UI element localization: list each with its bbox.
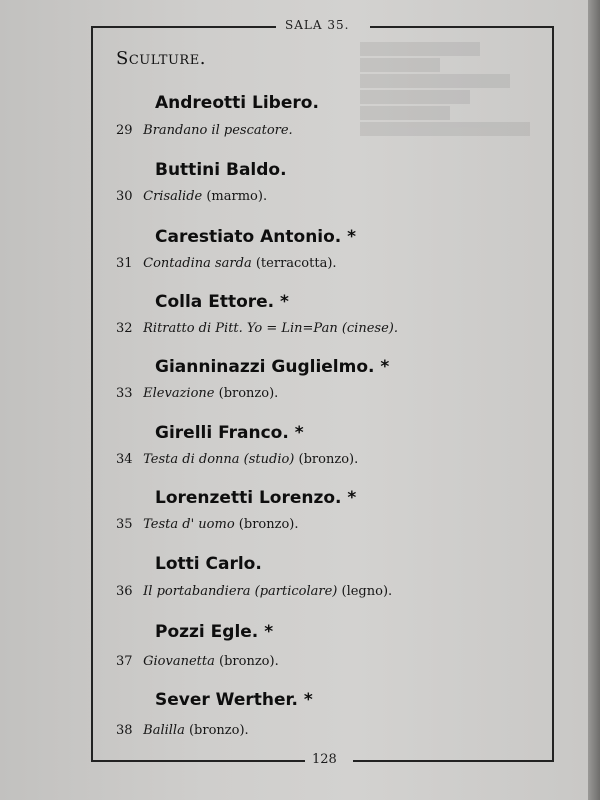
sala-label: SALA 35. bbox=[285, 18, 350, 32]
work-material: (terracotta). bbox=[255, 256, 337, 271]
section-title: Sculture. bbox=[116, 48, 206, 69]
work-title: Testa di donna (studio) bbox=[143, 452, 295, 467]
work-number: 33 bbox=[116, 386, 133, 401]
work-title: Contadina sarda bbox=[143, 256, 252, 271]
work-number: 37 bbox=[116, 654, 133, 669]
work-title: Crisalide bbox=[143, 189, 203, 204]
artist-name: Lotti Carlo. bbox=[155, 554, 262, 574]
work-number: 38 bbox=[116, 723, 133, 738]
work-title: Giovanetta bbox=[143, 654, 215, 669]
work-material: (bronzo). bbox=[298, 452, 359, 467]
work-material: (bronzo). bbox=[238, 517, 299, 532]
work-number: 31 bbox=[116, 256, 133, 271]
artist-name: Pozzi Egle. * bbox=[155, 622, 274, 642]
work-material: (marmo). bbox=[206, 189, 268, 204]
artist-name: Colla Ettore. * bbox=[155, 292, 289, 312]
work-title: Ritratto di Pitt. Yo = Lin=Pan (cinese). bbox=[143, 321, 398, 336]
work-material: (legno). bbox=[341, 584, 393, 599]
frame-top-right-rule bbox=[370, 26, 554, 28]
work-material: (bronzo). bbox=[188, 723, 249, 738]
artist-name: Girelli Franco. * bbox=[155, 423, 304, 443]
work-title: Elevazione bbox=[143, 386, 215, 401]
work-line bbox=[116, 517, 298, 532]
page-number: 128 bbox=[312, 752, 337, 767]
work-number: 32 bbox=[116, 321, 133, 336]
artist-name: Carestiato Antonio. * bbox=[155, 227, 357, 247]
work-line bbox=[116, 386, 278, 401]
frame-bottom-left-rule bbox=[91, 760, 305, 762]
artist-name: Lorenzetti Lorenzo. * bbox=[155, 488, 357, 508]
work-number: 35 bbox=[116, 517, 133, 532]
work-title: Brandano il pescatore. bbox=[143, 123, 293, 138]
frame-top-left-rule bbox=[91, 26, 276, 28]
work-line bbox=[116, 123, 293, 138]
work-line bbox=[116, 256, 337, 271]
work-line bbox=[116, 723, 249, 738]
work-title: Testa d' uomo bbox=[143, 517, 235, 532]
frame-bottom-right-rule bbox=[353, 760, 554, 762]
work-line bbox=[116, 654, 279, 669]
artist-name: Buttini Baldo. bbox=[155, 160, 287, 180]
artist-name: Gianninazzi Guglielmo. * bbox=[155, 357, 390, 377]
work-material: (bronzo). bbox=[218, 386, 279, 401]
work-title: Il portabandiera (particolare) bbox=[143, 584, 338, 599]
work-line bbox=[116, 321, 398, 336]
work-number: 29 bbox=[116, 123, 133, 138]
work-number: 30 bbox=[116, 189, 133, 204]
work-title: Balilla bbox=[143, 723, 185, 738]
artist-name: Sever Werther. * bbox=[155, 690, 313, 710]
work-line bbox=[116, 452, 358, 467]
artist-name: Andreotti Libero. bbox=[155, 93, 319, 113]
page-edge bbox=[588, 0, 600, 800]
work-material: (bronzo). bbox=[219, 654, 279, 669]
work-line bbox=[116, 584, 392, 599]
work-number: 36 bbox=[116, 584, 133, 599]
work-line bbox=[116, 189, 267, 204]
work-number: 34 bbox=[116, 452, 133, 467]
